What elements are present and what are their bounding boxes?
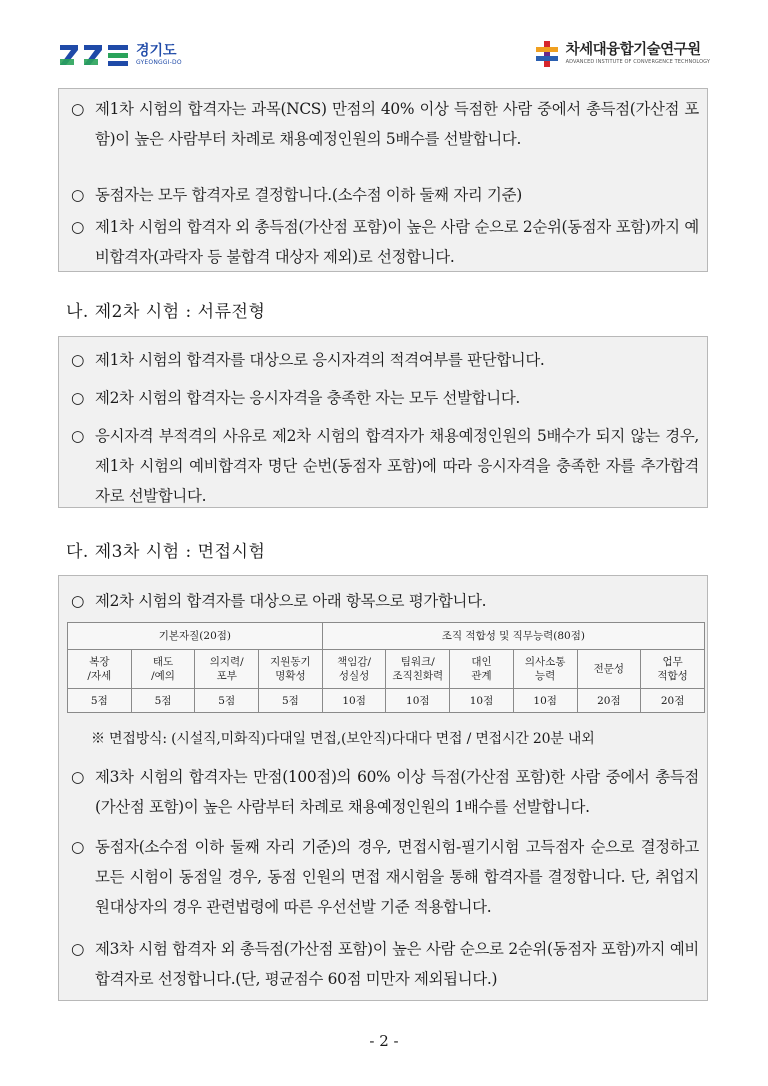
- gyeonggi-logo: [58, 40, 182, 70]
- bullet-icon: ○: [71, 218, 85, 236]
- bullet-icon: ○: [71, 186, 85, 204]
- table-score: 10점: [450, 689, 514, 713]
- aict-logo-name: 차세대융합기술연구원: [565, 41, 701, 58]
- list-item-text: 제1차 시험의 합격자는 과목(NCS) 만점의 40% 이상 득점한 사람 중에서 총득점(가산점 포함)이 높은 사람부터 차례로 채용예정인원의 5배수를 선발합니다.: [95, 100, 699, 148]
- list-item: [71, 383, 699, 413]
- table-score: 20점: [641, 689, 705, 713]
- list-item-text: 응시자격 부적격의 사유로 제2차 시험의 합격자가 채용예정인원의 5배수가 되지 않는 경우, 제1차 시험의 예비합격자 명단 순번(동점자 포함)에 따라 응시자격을 충족한 자를 추가합격자로 선발합니다.: [95, 427, 699, 505]
- list-item-text: 동점자(소수점 이하 둘째 자리 기준)의 경우, 면접시험-필기시험 고득점자 순으로 결정하고 모든 시험이 동점일 경우, 동점 인원의 면접 재시험을 통해 합격자를 결정합니다. 단, 취업지원대상자의 경우 관련법령에 따른 우선선발 기준 적용합니다.: [95, 838, 699, 916]
- table-score: 5점: [131, 689, 195, 713]
- list-item-text: 제1차 시험의 합격자 외 총득점(가산점 포함)이 높은 사람 순으로 2순위(동점자 포함)까지 예비합격자(과락자 등 불합격 대상자 제외)로 선정합니다.: [95, 218, 699, 266]
- table-criterion: 의사소통 능력: [513, 650, 577, 689]
- table-score: 10점: [322, 689, 386, 713]
- table-score: 10점: [513, 689, 577, 713]
- bullet-icon: ○: [71, 100, 85, 118]
- list-item-text: 제3차 시험의 합격자는 만점(100점)의 60% 이상 득점(가산점 포함)한 사람 중에서 총득점(가산점 포함)이 높은 사람부터 차례로 채용예정인원의 1배수를 선발합니다.: [95, 768, 699, 816]
- table-criterion: 업무 적합성: [641, 650, 705, 689]
- gyeonggi-emblem-icon: [58, 41, 130, 69]
- table-criterion: 태도 /예의: [131, 650, 195, 689]
- gyeonggi-logo-name: 경기도: [136, 43, 177, 59]
- first-exam-box: [58, 88, 708, 272]
- table-criterion: 팀워크/ 조직친화력: [386, 650, 450, 689]
- third-exam-box: [58, 575, 708, 1001]
- bullet-icon: ○: [71, 351, 85, 369]
- table-score: 10점: [386, 689, 450, 713]
- second-exam-box: [58, 336, 708, 508]
- bullet-icon: ○: [71, 768, 85, 786]
- table-criterion: 대인 관계: [450, 650, 514, 689]
- gyeonggi-logo-subtitle: GYEONGGI-DO: [136, 59, 182, 66]
- interview-score-table: [67, 622, 705, 713]
- list-item: [71, 94, 699, 154]
- list-item: [71, 180, 699, 210]
- list-item-text: 제1차 시험의 합격자를 대상으로 응시자격의 적격여부를 판단합니다.: [95, 351, 545, 369]
- list-item-text: 제2차 시험의 합격자를 대상으로 아래 항목으로 평가합니다.: [95, 592, 487, 610]
- table-criterion: 전문성: [577, 650, 641, 689]
- list-item: [71, 832, 699, 922]
- table-score: 5점: [195, 689, 259, 713]
- bullet-icon: ○: [71, 427, 85, 445]
- table-criterion: 책임감/ 성실성: [322, 650, 386, 689]
- list-item: [71, 421, 699, 511]
- table-score: 20점: [577, 689, 641, 713]
- bullet-icon: ○: [71, 838, 85, 856]
- list-item-text: 동점자는 모두 합격자로 결정합니다.(소수점 이하 둘째 자리 기준): [95, 186, 522, 204]
- list-item: [71, 345, 699, 375]
- page-header: [0, 0, 768, 80]
- aict-logo: [534, 38, 710, 70]
- bullet-icon: ○: [71, 592, 85, 610]
- table-group-header: 조직 적합성 및 직무능력(80점): [322, 623, 704, 650]
- list-item: [71, 212, 699, 272]
- table-score: 5점: [259, 689, 323, 713]
- aict-logo-subtitle: ADVANCED INSTITUTE OF CONVERGENCE TECHNOLOGY: [565, 59, 710, 66]
- table-group-header: 기본자질(20점): [68, 623, 323, 650]
- table-criterion: 복장 /자세: [68, 650, 132, 689]
- table-criterion: 의지력/ 포부: [195, 650, 259, 689]
- table-criterion: 지원동기 명확성: [259, 650, 323, 689]
- interview-method-note: ※ 면접방식: (시설직,미화직)다대일 면접,(보안직)다대다 면접 / 면접시간 20분 내외: [91, 731, 595, 747]
- bullet-icon: ○: [71, 389, 85, 407]
- page-number: - 2 -: [369, 1032, 399, 1050]
- section-heading-interview: 다. 제3차 시험 : 면접시험: [66, 542, 266, 562]
- aict-emblem-icon: [534, 39, 560, 69]
- list-item: [71, 762, 699, 822]
- list-item-text: 제2차 시험의 합격자는 응시자격을 충족한 자는 모두 선발합니다.: [95, 389, 520, 407]
- list-item: [71, 934, 699, 994]
- table-score: 5점: [68, 689, 132, 713]
- interview-intro: [71, 586, 699, 616]
- section-heading-document-screening: 나. 제2차 시험 : 서류전형: [66, 302, 266, 322]
- bullet-icon: ○: [71, 940, 85, 958]
- list-item-text: 제3차 시험 합격자 외 총득점(가산점 포함)이 높은 사람 순으로 2순위(동점자 포함)까지 예비합격자로 선정합니다.(단, 평균점수 60점 미만자 제외됩니다.): [95, 940, 699, 988]
